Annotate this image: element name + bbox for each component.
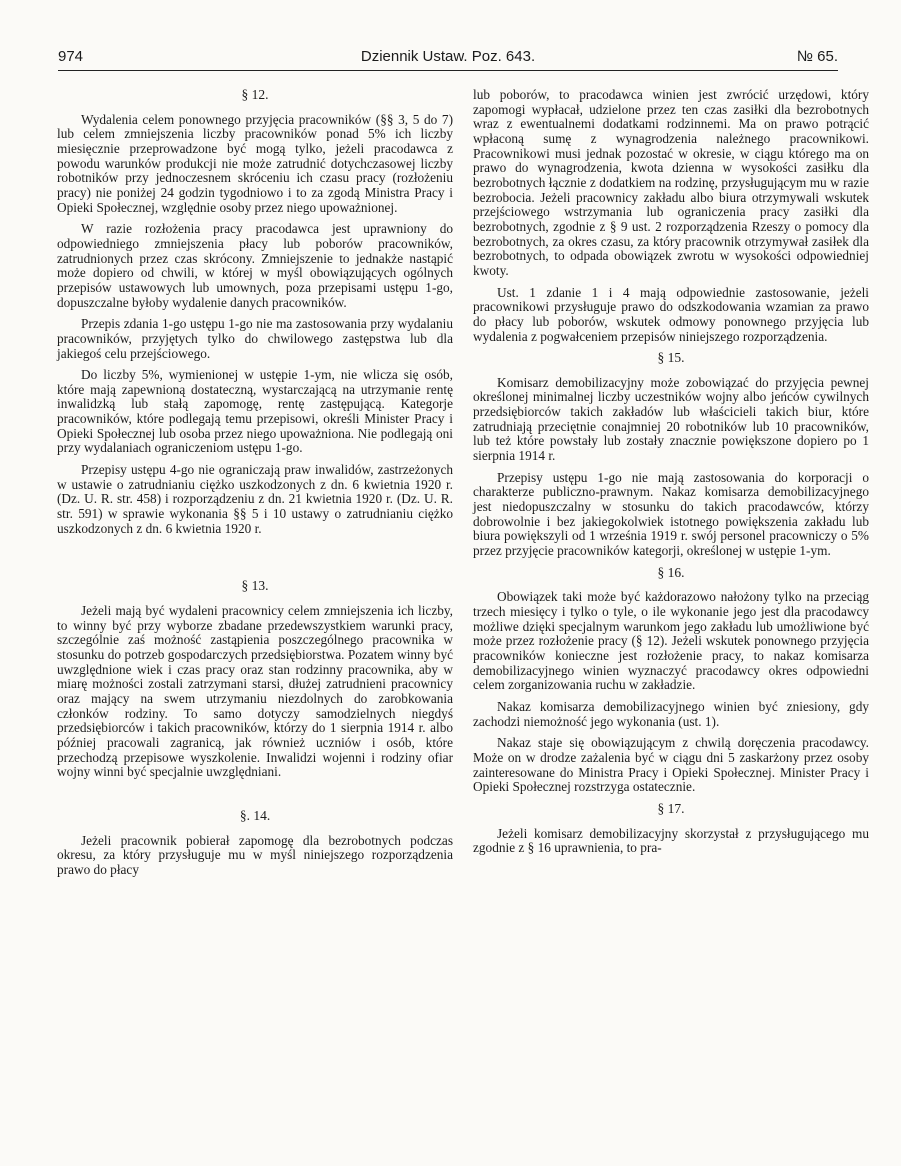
paragraph: Ust. 1 zdanie 1 i 4 mają odpowiednie zastosowanie, jeżeli pracownikowi przysługuje prawo do odszkodowania wzamian za prawo do płacy lub poborów, wskutek odmowy ponownego przyjęcia lub wydalenia z pogwałceniem przepisów niniejszego rozporządzenia. <box>473 284 869 344</box>
section-heading-12: § 12. <box>241 87 269 102</box>
page-number: 974 <box>58 48 84 65</box>
paragraph: Przepis zdania 1-go ustępu 1-go nie ma zastosowania przy wydalaniu pracowników, przyjętych tylko do chwilowego zastępstwa lub dla jakiegoś celu przejściowego. <box>57 316 453 361</box>
paragraph: Jeżeli pracownik pobierał zapomogę dla bezrobotnych podczas okresu, za który przysługuje mu w myśl niniejszego rozporządzenia prawo do płacy <box>57 832 453 877</box>
right-column <box>473 88 869 863</box>
paragraph: Nakaz komisarza demobilizacyjnego winien być zniesiony, gdy zachodzi niemożność jego wykonania (ust. 1). <box>473 698 869 729</box>
paragraph: Wydalenia celem ponownego przyjęcia pracowników (§§ 3, 5 do 7) lub celem zmniejszenia liczby pracowników ponad 5% ich liczby miesięcznie przeprowadzone być mogą tylko, jeżeli pracodawca z powodu warunków produkcji nie może zatrudnić dotychczasowej liczby robotników przy jednoczesnem skróceniu ich czasu pracy (rozłożeniu pracy) nie poniżej 24 godzin tygodniowo i to za zgodą Ministra Pracy i Opieki Społecznej, względnie osoby przez niego upoważnionej. <box>57 111 453 215</box>
journal-title: Dziennik Ustaw. Poz. 643. <box>360 48 536 65</box>
paragraph: Przepisy ustępu 1-go nie mają zastosowania do korporacji o charakterze publiczno-prawnym. Nakaz komisarza demobilizacyjnego jest niedopuszczalny w stosunku do takich pracodawców, którzy dobrowolnie i bez jakiegokolwiek istotnego powiększenia zakładu lub biura powiększyli od 1 września 1919 r. swój personel pracowniczy o 5% przez przyjęcie pracowników kategorji, określonej w ustępie 1-ym. <box>473 469 869 559</box>
paragraph: Obowiązek taki może być każdorazowo nałożony tylko na przeciąg trzech miesięcy i tylko o tyle, o ile wykonanie jego jest dla pracodawcy możliwe dzięki specjalnym warunkom jego zakładu lub umożliwione być może przez rozłożenie pracy (§ 12). Jeżeli wskutek ponownego przyjęcia pracowników konieczne jest rozłożenie pracy, to nakaz komisarza demobilizacyjnego winien wyznaczyć pracodawcy okres odpowiedni celem zorganizowania ruchu w zakładzie. <box>473 589 869 693</box>
paragraph: Nakaz staje się obowiązującym z chwilą doręczenia pracodawcy. Może on w drodze zażalenia być w ciągu dni 5 zaskarżony przez osoby zainteresowane do Ministra Pracy i Opieki Społecznej. Minister Pracy i Opieki Społecznej rozstrzyga ostatecznie. <box>473 735 869 795</box>
paragraph: Jeżeli komisarz demobilizacyjny skorzystał z przysługującego mu zgodnie z § 16 uprawnienia, to pra- <box>473 825 869 856</box>
section-heading-17: § 17. <box>657 800 685 816</box>
paragraph: Do liczby 5%, wymienionej w ustępie 1-ym, nie wlicza się osób, które mają zapewnioną dostateczną, wystarczającą na utrzymanie rentę inwalidzką lub stałą zapomogę, rentę zastępującą. Kategorje pracowników, które podlegają temu przepisowi, określi Minister Pracy i Opieki Społecznej lub osoba przez niego upoważniona. Nie podlegają oni przy wydalaniach ograniczeniom ustępu 1-go. <box>57 367 453 456</box>
page-header <box>58 48 838 68</box>
section-heading-14: §. 14. <box>239 807 271 823</box>
paragraph-continued: lub poborów, to pracodawca winien jest zwrócić urzędowi, który zapomogi wypłacał, udzielone przez ten czas zasiłki dla bezrobotnych wraz z ewentualnemi dodatkami rodzinnemi. Ma on prawo potrącić wpłaconą sumę z wynagrodzenia należnego pracownikowi. Pracownikowi musi jednak pozostać w okresie, w ciągu którego ma on prawo do wynagrodzenia, kwota dzienna w wysokości zasiłku dla bezrobotnych łącznie z dodatkiem na rodzinę, przysługującym mu w razie bezrobocia. Jeżeli pracownicy zakładu albo biura otrzymywali wskutek przejściowego wstrzymania lub ograniczenia pracy zasiłki dla bezrobotnych, zgodnie z § 9 ust. 2 rozporządzenia Rzeszy o pomocy dla bezrobotnych, za okres czasu, za który pracownik otrzymywał zasiłek dla bezrobotnych, to odpada obowiązek zwrotu w wysokości odpowiedniej kwoty. <box>473 87 869 278</box>
section-heading-16: § 16. <box>657 564 685 580</box>
paragraph: Komisarz demobilizacyjny może zobowiązać do przyjęcia pewnej określonej minimalnej liczby uczestników wojny albo jeńców cywilnych przedsiębiorców takich zakładów lub właścicieli takich biur, które zatrudniają przeciętnie conajmniej 20 robotników lub 10 pracowników, lub też które powstały lub zostały znacznie powiększone dopiero po 1 sierpnia 1914 r. <box>473 374 869 464</box>
left-column <box>57 88 453 885</box>
paragraph: Jeżeli mają być wydaleni pracownicy celem zmniejszenia ich liczby, to winny być przy wyborze zbadane przedewszystkiem warunki pracy, szczególnie zaś możność zastąpienia poszczególnego pracownika w stosunku do potrzeb gospodarczych przedsiębiorstwa. Pozatem winny być uwzględnione wiek i czas pracy oraz stan rodzinny pracownika, aby w miarę możności zostali zatrzymani starsi, dłużej zatrudnieni pracownicy oraz mający na swem utrzymaniu niezdolnych do zarobkowania członków rodziny. To samo dotyczy samodzielnych niegdyś przedsiębiorców i takich pracowników, którzy do 1 sierpnia 1914 r. albo później pracowali zagranicą, jak również uczniów i osób, które przechodzą przepisowe wyszkolenie. Inwalidzi wojenni i rodziny ofiar wojny winni być specjalnie uwzględniani. <box>57 603 453 780</box>
paragraph: W razie rozłożenia pracy pracodawca jest uprawniony do odpowiedniego zmniejszenia płacy lub poborów pracowników, zatrudnionych przez czas skrócony. Zmniejszenie to jednakże nastąpić może dopiero od chwili, w której w myśl obowiązujących ogólnych przepisów ustawowych lub umownych, poza przepisami ustępu 1-go, dopuszczalne byłoby wydalenie danych pracowników. <box>57 221 453 310</box>
section-heading-15: § 15. <box>657 350 685 366</box>
section-heading-13: § 13. <box>241 578 269 594</box>
issue-number: № 65. <box>796 48 838 65</box>
paragraph: Przepisy ustępu 4-go nie ograniczają praw inwalidów, zastrzeżonych w ustawie o zatrudnianiu ciężko uszkodzonych z dn. 6 kwietnia 1920 r. (Dz. U. R. str. 458) i rozporządzeniu z dn. 21 kwietnia 1920 r. (Dz. U. R. str. 591) w sprawie wykonania §§ 5 i 10 ustawy o zatrudnianiu ciężko uszkodzonych z dn. 6 kwietnia 1920 r. <box>57 462 453 536</box>
header-rule <box>58 70 838 71</box>
